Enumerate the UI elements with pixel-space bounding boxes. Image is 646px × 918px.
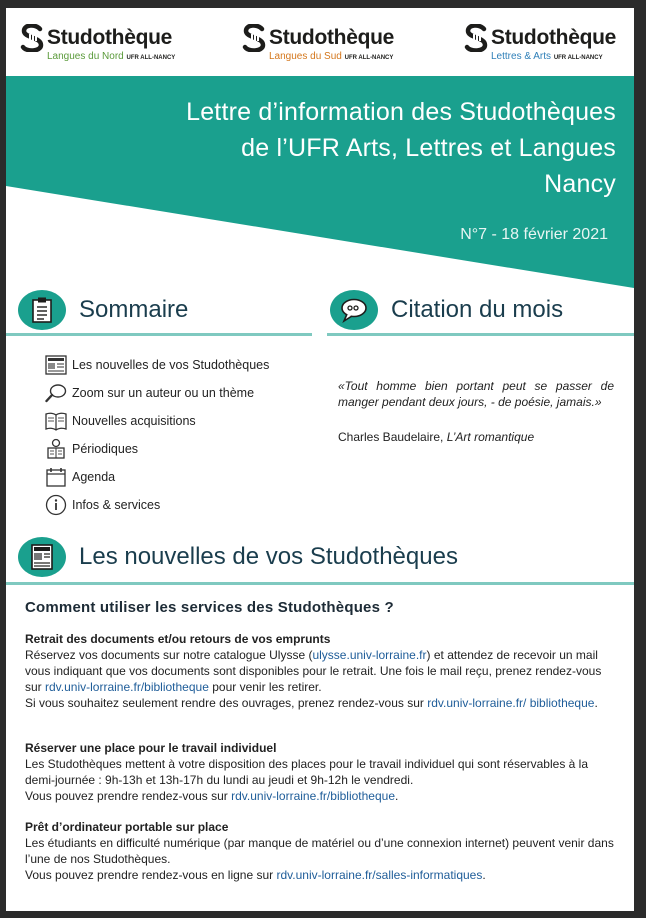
block-title: Retrait des documents et/ou retours de vos emprunts (25, 632, 331, 646)
speech-bubble-icon (330, 290, 378, 330)
logo-brand: Studothèque (491, 26, 617, 49)
logo-lettres-arts (464, 24, 616, 62)
magnifier-icon (44, 381, 68, 405)
logo-brand: Studothèque (47, 26, 173, 49)
issue-number-date: N°7 - 18 février 2021 (460, 226, 608, 243)
citation-header (330, 290, 563, 330)
sommaire-item-infos[interactable] (44, 491, 269, 519)
services-heading: Comment utiliser les services des Studothèques ? (25, 599, 394, 616)
rdv-bibliotheque-link[interactable]: rdv.univ-lorraine.fr/bibliotheque (45, 680, 209, 694)
block-title: Prêt d’ordinateur portable sur place (25, 820, 229, 834)
logo-ufr: UFR ALL-NANCY (553, 55, 603, 61)
info-icon (44, 493, 68, 517)
block-title: Réserver une place pour le travail individuel (25, 741, 277, 755)
sommaire-item-label: Infos & services (72, 498, 161, 512)
logo-langues-du-nord (20, 24, 175, 62)
sommaire-item-periodiques[interactable] (44, 435, 269, 463)
rdv-bibliotheque-link[interactable]: rdv.univ-lorraine.fr/ bibliotheque (427, 696, 595, 710)
sommaire-divider (6, 333, 312, 336)
sommaire-item-zoom[interactable] (44, 379, 269, 407)
sommaire-title: Sommaire (79, 296, 189, 323)
nouvelles-header (18, 537, 458, 577)
citation-author: Charles Baudelaire, L’Art romantique (338, 430, 535, 444)
sommaire-item-label: Les nouvelles de vos Studothèques (72, 358, 270, 372)
pret-ordinateur-block (25, 819, 621, 883)
studotheque-logo-icon (464, 24, 490, 52)
title-banner (6, 76, 634, 288)
calendar-icon (44, 465, 68, 489)
studotheque-logo-icon (20, 24, 46, 52)
studotheque-logo-icon (242, 24, 268, 52)
citation-quote: «Tout homme bien portant peut se passer de manger pendant deux jours, - de poésie, jamais.» (338, 379, 614, 409)
rdv-salles-informatiques-link[interactable]: rdv.univ-lorraine.fr/salles-informatiques (276, 868, 483, 882)
newspaper-icon (18, 537, 66, 577)
sommaire-item-label: Nouvelles acquisitions (72, 414, 196, 428)
reader-icon (44, 437, 68, 461)
logo-langues-du-sud (242, 24, 394, 62)
sommaire-item-nouvelles[interactable] (44, 351, 269, 379)
citation-work: L’Art romantique (446, 430, 535, 444)
rdv-bibliotheque-link[interactable]: rdv.univ-lorraine.fr/bibliotheque (231, 789, 395, 803)
block-text: Les étudiants en difficulté numérique (par manque de matériel ou d’une connexion internet) peuvent venir dans l’une de nos Studothèques. (25, 836, 614, 866)
logo-subtitle: Langues du Sud (269, 51, 342, 62)
citation-title: Citation du mois (391, 296, 564, 323)
retrait-documents-block (25, 631, 621, 711)
block-text: Réservez vos documents sur notre catalogue Ulysse (ulysse.univ-lorraine.fr) et attendez de recevoir un mail vous indiquant que vos documents sont disponibles pour le retrait. Une fois le mail reçu, prenez rendez-vous sur rdv.univ-lorraine.fr/bibliotheque pour venir les retirer. (25, 648, 602, 694)
sommaire-item-label: Périodiques (72, 442, 139, 456)
block-text: Vous pouvez prendre rendez-vous en ligne sur rdv.univ-lorraine.fr/salles-informatiques. (25, 868, 486, 882)
ulysse-link[interactable]: ulysse.univ-lorraine.fr (312, 648, 427, 662)
sommaire-item-agenda[interactable] (44, 463, 269, 491)
clipboard-icon (18, 290, 66, 330)
citation-divider (327, 333, 634, 336)
place-travail-block (25, 740, 621, 804)
sommaire-item-acquisitions[interactable] (44, 407, 269, 435)
logo-subtitle: Langues du Nord (47, 51, 124, 62)
block-text: Les Studothèques mettent à votre disposition des places pour le travail individuel qui sont réservables à la demi-journée : 9h-13h et 13h-17h du lundi au jeudi et 9h-12h le vendredi. (25, 757, 588, 787)
newsletter-page (6, 8, 634, 911)
sommaire-item-label: Agenda (72, 470, 116, 484)
nouvelles-title: Les nouvelles de vos Studothèques (79, 543, 458, 570)
block-text: Vous pouvez prendre rendez-vous sur rdv.univ-lorraine.fr/bibliotheque. (25, 789, 399, 803)
sommaire-item-label: Zoom sur un auteur ou un thème (72, 386, 255, 400)
logo-ufr: UFR ALL-NANCY (344, 55, 394, 61)
newsletter-title: Lettre d’information des Studothèques de l’UFR Arts, Lettres et Langues Nancy (186, 98, 616, 198)
logo-ufr: UFR ALL-NANCY (126, 55, 176, 61)
logo-brand: Studothèque (269, 26, 395, 49)
newspaper-icon (44, 353, 68, 377)
logo-subtitle: Lettres & Arts (491, 51, 552, 62)
open-book-icon (44, 409, 68, 433)
sommaire-list (44, 351, 269, 519)
sommaire-header (18, 290, 188, 330)
block-text: Si vous souhaitez seulement rendre des ouvrages, prenez rendez-vous sur rdv.univ-lorraine.fr/ bibliotheque. (25, 696, 598, 710)
nouvelles-divider (6, 582, 634, 585)
